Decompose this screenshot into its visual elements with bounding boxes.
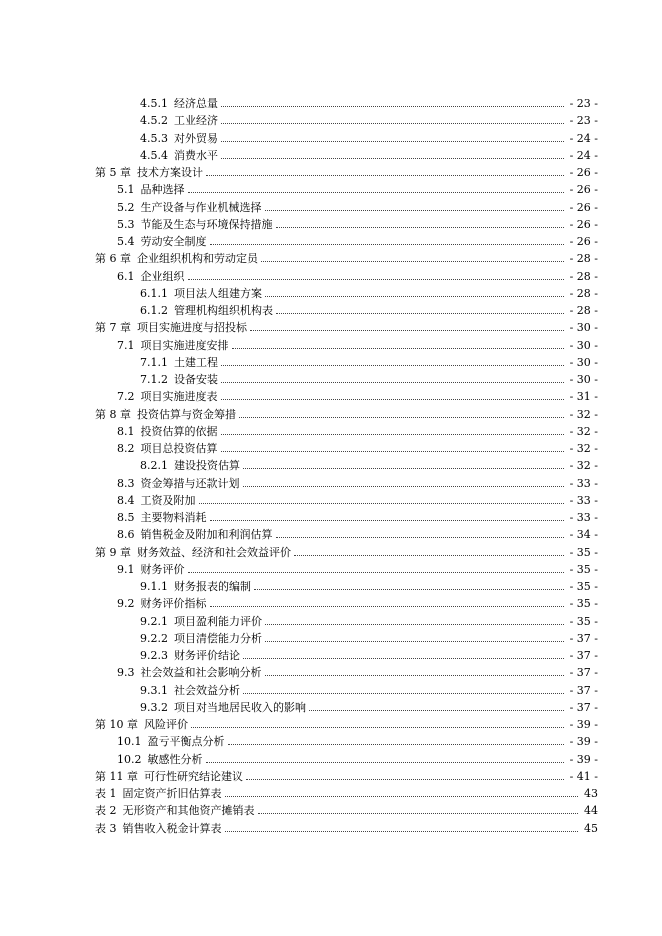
toc-entry-title: 投资估算与资金筹措 bbox=[137, 407, 236, 421]
toc-page-number: - 24 - bbox=[569, 148, 598, 162]
toc-entry-number: 7.1.2 bbox=[140, 373, 168, 387]
toc-dot-leader bbox=[188, 192, 564, 193]
toc-entry-number: 第 8 章 bbox=[95, 407, 131, 421]
toc-entry-label bbox=[95, 250, 258, 267]
toc-entry[interactable] bbox=[0, 199, 662, 216]
toc-page-number: - 28 - bbox=[569, 252, 598, 266]
toc-dot-leader bbox=[206, 762, 564, 763]
toc-page-number: - 33 - bbox=[569, 493, 598, 507]
toc-entry[interactable] bbox=[0, 820, 662, 837]
toc-entry-label bbox=[117, 475, 240, 492]
toc-entry[interactable] bbox=[0, 388, 662, 405]
toc-entry-label bbox=[117, 526, 273, 543]
toc-entry-label bbox=[117, 181, 185, 198]
toc-entry-number: 8.4 bbox=[117, 493, 135, 507]
toc-entry-title: 工业经济 bbox=[174, 114, 218, 128]
toc-dot-leader bbox=[239, 417, 564, 418]
toc-page-number: - 33 - bbox=[569, 511, 598, 524]
toc-entry-title: 技术方案设计 bbox=[137, 166, 203, 180]
toc-entry[interactable] bbox=[0, 526, 662, 543]
toc-entry-label bbox=[117, 595, 207, 612]
toc-page-number: 44 bbox=[584, 804, 598, 818]
toc-entry-number: 9.3.2 bbox=[140, 700, 168, 714]
toc-entry-label bbox=[140, 647, 240, 664]
toc-dot-leader bbox=[243, 658, 564, 659]
toc-dot-leader bbox=[243, 468, 564, 469]
toc-entry-label bbox=[95, 802, 255, 819]
toc-entry-label bbox=[95, 164, 203, 181]
toc-dot-leader bbox=[265, 641, 564, 642]
toc-page-number: - 35 - bbox=[569, 597, 598, 611]
toc-entry[interactable] bbox=[0, 475, 662, 492]
toc-entry[interactable] bbox=[0, 647, 662, 664]
toc-entry-label bbox=[95, 820, 222, 837]
toc-entry[interactable] bbox=[0, 682, 662, 699]
toc-dot-leader bbox=[221, 141, 564, 142]
toc-dot-leader bbox=[243, 486, 564, 487]
toc-entry-label bbox=[117, 233, 207, 250]
toc-entry[interactable] bbox=[0, 716, 662, 733]
toc-entry-label bbox=[117, 423, 218, 440]
toc-entry-number: 7.1 bbox=[117, 338, 135, 352]
toc-entry-title: 资金筹措与还款计划 bbox=[140, 476, 240, 490]
toc-entry-label bbox=[140, 130, 218, 147]
toc-entry-number: 9.3.1 bbox=[140, 683, 168, 697]
toc-dot-leader bbox=[309, 710, 564, 711]
toc-entry-label bbox=[117, 388, 218, 405]
toc-page-number: - 32 - bbox=[569, 424, 598, 438]
toc-entry-title: 销售收入税金计算表 bbox=[122, 821, 222, 835]
toc-entry-title: 财务评价结论 bbox=[174, 649, 240, 663]
toc-entry[interactable] bbox=[0, 354, 662, 371]
toc-entry-number: 8.5 bbox=[117, 511, 135, 525]
toc-entry[interactable] bbox=[0, 423, 662, 440]
toc-page-number: - 41 - bbox=[569, 769, 598, 783]
toc-page-number: - 37 - bbox=[569, 683, 598, 697]
toc-entry[interactable] bbox=[0, 664, 662, 681]
toc-entry-title: 生产设备与作业机械选择 bbox=[140, 200, 262, 214]
toc-entry-label bbox=[95, 785, 222, 802]
toc-entry-number: 4.5.4 bbox=[140, 148, 168, 162]
toc-entry-number: 8.6 bbox=[117, 528, 135, 542]
toc-entry-title: 建设投资估算 bbox=[174, 459, 240, 473]
toc-entry-number: 9.1 bbox=[117, 562, 135, 576]
toc-dot-leader bbox=[265, 624, 564, 625]
toc-entry-label bbox=[95, 544, 291, 561]
toc-entry-title: 项目总投资估算 bbox=[140, 442, 218, 456]
toc-page-number: - 35 - bbox=[569, 545, 598, 559]
toc-dot-leader bbox=[206, 175, 564, 176]
toc-entry-number: 第 6 章 bbox=[95, 252, 131, 266]
table-of-contents bbox=[0, 95, 662, 837]
toc-dot-leader bbox=[221, 434, 564, 435]
toc-page-number: - 39 - bbox=[569, 752, 598, 766]
toc-entry-number: 6.1.1 bbox=[140, 286, 168, 300]
toc-entry[interactable] bbox=[0, 216, 662, 233]
toc-entry-label bbox=[117, 509, 207, 526]
toc-entry-title: 财务报表的编制 bbox=[174, 580, 251, 594]
toc-entry-label bbox=[140, 302, 273, 319]
toc-page-number: - 30 - bbox=[569, 373, 598, 386]
toc-dot-leader bbox=[254, 589, 564, 590]
toc-page-number: - 23 - bbox=[569, 97, 598, 110]
toc-page-number: - 28 - bbox=[569, 304, 598, 317]
toc-entry-title: 消费水平 bbox=[174, 148, 218, 162]
toc-dot-leader bbox=[188, 279, 564, 280]
toc-entry[interactable] bbox=[0, 130, 662, 147]
toc-entry-label bbox=[140, 285, 262, 302]
toc-dot-leader bbox=[221, 123, 564, 124]
toc-page-number: - 37 - bbox=[569, 700, 598, 714]
toc-entry[interactable] bbox=[0, 406, 662, 423]
toc-entry-title: 财务效益、经济和社会效益评价 bbox=[137, 545, 291, 559]
toc-entry[interactable] bbox=[0, 578, 662, 595]
toc-dot-leader bbox=[294, 555, 564, 556]
toc-entry-title: 节能及生态与环境保持措施 bbox=[140, 217, 273, 231]
toc-entry[interactable] bbox=[0, 302, 662, 319]
toc-entry-title: 风险评价 bbox=[144, 718, 188, 732]
toc-dot-leader bbox=[221, 382, 564, 383]
toc-page-number: - 35 - bbox=[569, 562, 598, 576]
toc-entry-number: 5.4 bbox=[117, 235, 135, 249]
toc-dot-leader bbox=[232, 348, 564, 349]
toc-entry-number: 5.3 bbox=[117, 217, 135, 231]
toc-entry-label bbox=[117, 216, 273, 233]
toc-entry-label bbox=[117, 561, 185, 578]
toc-entry[interactable] bbox=[0, 457, 662, 474]
toc-entry-number: 第 7 章 bbox=[95, 321, 131, 335]
toc-entry-title: 无形资产和其他资产摊销表 bbox=[122, 804, 255, 818]
toc-entry-number: 4.5.1 bbox=[140, 97, 168, 111]
toc-dot-leader bbox=[221, 399, 564, 400]
toc-entry-title: 敏感性分析 bbox=[147, 752, 203, 766]
toc-page-number: 45 bbox=[584, 821, 598, 835]
toc-entry[interactable] bbox=[0, 147, 662, 164]
toc-dot-leader bbox=[225, 831, 579, 832]
toc-page-number: - 39 - bbox=[569, 735, 598, 749]
toc-entry-title: 劳动安全制度 bbox=[140, 235, 207, 249]
toc-entry-title: 土建工程 bbox=[174, 355, 218, 369]
toc-dot-leader bbox=[276, 313, 564, 314]
toc-page-number: - 26 - bbox=[569, 166, 598, 179]
toc-entry-label bbox=[95, 716, 188, 733]
toc-page-number: - 28 - bbox=[569, 286, 598, 300]
toc-entry-title: 社会效益和社会影响分析 bbox=[140, 666, 262, 680]
toc-entry[interactable] bbox=[0, 95, 662, 112]
toc-page-number: - 39 - bbox=[569, 718, 598, 731]
toc-entry[interactable] bbox=[0, 371, 662, 388]
toc-entry-number: 8.1 bbox=[117, 424, 135, 438]
toc-entry[interactable] bbox=[0, 613, 662, 630]
toc-entry-number: 9.2.3 bbox=[140, 649, 168, 663]
toc-entry-label bbox=[117, 664, 262, 681]
toc-entry-label bbox=[117, 733, 225, 750]
toc-entry-number: 4.5.3 bbox=[140, 131, 168, 145]
toc-page-number: - 24 - bbox=[569, 131, 598, 145]
toc-entry-label bbox=[117, 337, 229, 354]
toc-entry[interactable] bbox=[0, 337, 662, 354]
toc-dot-leader bbox=[276, 537, 564, 538]
toc-entry[interactable] bbox=[0, 285, 662, 302]
toc-entry-label bbox=[117, 751, 203, 768]
toc-entry[interactable] bbox=[0, 561, 662, 578]
toc-entry-label bbox=[95, 406, 236, 423]
toc-entry-title: 投资估算的依据 bbox=[140, 424, 218, 438]
toc-entry-title: 工资及附加 bbox=[140, 493, 196, 507]
toc-entry-title: 盈亏平衡点分析 bbox=[147, 735, 225, 749]
toc-entry-title: 项目清偿能力分析 bbox=[174, 631, 262, 645]
toc-entry-number: 9.3 bbox=[117, 666, 135, 680]
toc-entry[interactable] bbox=[0, 268, 662, 285]
toc-entry-number: 5.1 bbox=[117, 183, 135, 197]
toc-entry[interactable] bbox=[0, 751, 662, 768]
toc-page-number: 43 bbox=[584, 787, 598, 800]
toc-entry-number: 9.1.1 bbox=[140, 580, 168, 594]
toc-entry-label bbox=[117, 199, 262, 216]
toc-dot-leader bbox=[210, 244, 564, 245]
toc-dot-leader bbox=[276, 227, 564, 228]
toc-entry[interactable] bbox=[0, 250, 662, 267]
toc-entry-label bbox=[140, 112, 218, 129]
toc-dot-leader bbox=[188, 572, 564, 573]
toc-page-number: - 37 - bbox=[569, 666, 598, 680]
toc-dot-leader bbox=[221, 451, 564, 452]
toc-entry-title: 品种选择 bbox=[140, 183, 185, 197]
toc-entry-title: 主要物料消耗 bbox=[140, 511, 207, 525]
toc-entry-number: 8.2.1 bbox=[140, 459, 168, 473]
toc-entry-number: 4.5.2 bbox=[140, 114, 168, 128]
toc-entry[interactable] bbox=[0, 492, 662, 509]
toc-entry[interactable] bbox=[0, 112, 662, 129]
toc-dot-leader bbox=[265, 296, 564, 297]
toc-entry[interactable] bbox=[0, 768, 662, 785]
toc-dot-leader bbox=[221, 106, 564, 107]
toc-entry[interactable] bbox=[0, 509, 662, 526]
toc-entry-number: 第 5 章 bbox=[95, 166, 131, 180]
toc-entry-title: 固定资产折旧估算表 bbox=[122, 787, 222, 801]
toc-entry-number: 6.1 bbox=[117, 269, 135, 283]
toc-dot-leader bbox=[265, 675, 564, 676]
toc-entry-number: 第 11 章 bbox=[95, 769, 138, 783]
toc-entry[interactable] bbox=[0, 785, 662, 802]
toc-dot-leader bbox=[221, 365, 564, 366]
toc-page-number: - 28 - bbox=[569, 269, 598, 283]
toc-entry[interactable] bbox=[0, 699, 662, 716]
toc-entry-label bbox=[140, 371, 218, 388]
toc-dot-leader bbox=[210, 606, 564, 607]
toc-entry[interactable] bbox=[0, 630, 662, 647]
toc-page-number: - 35 - bbox=[569, 614, 598, 628]
toc-entry-number: 表 3 bbox=[95, 821, 117, 835]
toc-page-number: - 26 - bbox=[569, 200, 598, 214]
toc-dot-leader bbox=[246, 779, 564, 780]
toc-page-number: - 26 - bbox=[569, 235, 598, 248]
toc-page-number: - 31 - bbox=[569, 390, 598, 404]
toc-entry-label bbox=[140, 682, 240, 699]
toc-entry-number: 10.2 bbox=[117, 752, 142, 766]
toc-page-number: - 30 - bbox=[569, 338, 598, 352]
toc-dot-leader bbox=[228, 744, 564, 745]
toc-entry-title: 对外贸易 bbox=[174, 131, 218, 145]
toc-page-number: - 30 - bbox=[569, 355, 598, 369]
toc-page-number: - 34 - bbox=[569, 528, 598, 542]
toc-entry-title: 社会效益分析 bbox=[174, 683, 240, 697]
toc-entry-label bbox=[140, 95, 218, 112]
toc-page-number: - 32 - bbox=[569, 442, 598, 455]
toc-entry-title: 项目法人组建方案 bbox=[174, 286, 262, 300]
toc-entry-title: 管理机构组织机构表 bbox=[174, 304, 273, 318]
toc-entry-number: 7.1.1 bbox=[140, 355, 168, 369]
toc-entry-number: 第 10 章 bbox=[95, 718, 138, 732]
toc-dot-leader bbox=[250, 330, 564, 331]
toc-entry[interactable] bbox=[0, 233, 662, 250]
toc-entry-label bbox=[140, 699, 306, 716]
toc-entry-number: 6.1.2 bbox=[140, 304, 168, 318]
toc-entry-number: 表 2 bbox=[95, 804, 117, 818]
toc-page-number: - 37 - bbox=[569, 649, 598, 662]
toc-entry-title: 企业组织 bbox=[140, 269, 185, 283]
toc-entry-label bbox=[140, 578, 251, 595]
toc-page-number: - 33 - bbox=[569, 476, 598, 490]
toc-entry[interactable] bbox=[0, 733, 662, 750]
toc-entry-label bbox=[140, 613, 262, 630]
toc-entry-number: 10.1 bbox=[117, 735, 142, 749]
toc-entry-number: 8.2 bbox=[117, 442, 135, 456]
toc-dot-leader bbox=[258, 813, 579, 814]
toc-entry-label bbox=[117, 440, 218, 457]
toc-entry-title: 设备安装 bbox=[174, 373, 218, 387]
toc-entry[interactable] bbox=[0, 164, 662, 181]
toc-entry-label bbox=[140, 147, 218, 164]
toc-dot-leader bbox=[243, 693, 564, 694]
toc-entry-label bbox=[117, 492, 196, 509]
toc-page-number: - 35 - bbox=[569, 580, 598, 593]
toc-entry-title: 可行性研究结论建议 bbox=[144, 769, 243, 783]
toc-entry-title: 项目实施进度与招投标 bbox=[137, 321, 247, 335]
toc-dot-leader bbox=[265, 210, 564, 211]
toc-entry-number: 9.2 bbox=[117, 597, 135, 611]
toc-entry-label bbox=[140, 457, 240, 474]
toc-entry-title: 项目盈利能力评价 bbox=[174, 614, 262, 628]
toc-entry-number: 9.2.1 bbox=[140, 614, 168, 628]
toc-entry-number: 第 9 章 bbox=[95, 545, 131, 559]
toc-page-number: - 32 - bbox=[569, 459, 598, 473]
toc-entry[interactable] bbox=[0, 440, 662, 457]
toc-entry[interactable] bbox=[0, 595, 662, 612]
toc-dot-leader bbox=[261, 261, 564, 262]
toc-page-number: - 30 - bbox=[569, 321, 598, 335]
toc-entry-number: 7.2 bbox=[117, 390, 135, 404]
toc-entry-title: 销售税金及附加和利润估算 bbox=[140, 528, 273, 542]
toc-dot-leader bbox=[225, 796, 579, 797]
toc-page-number: - 26 - bbox=[569, 217, 598, 231]
toc-entry-title: 财务评价 bbox=[140, 562, 185, 576]
toc-entry-label bbox=[140, 630, 262, 647]
toc-entry-number: 9.2.2 bbox=[140, 631, 168, 645]
toc-entry[interactable] bbox=[0, 181, 662, 198]
toc-page-number: - 23 - bbox=[569, 114, 598, 128]
toc-entry[interactable] bbox=[0, 802, 662, 819]
toc-entry-title: 经济总量 bbox=[174, 97, 218, 111]
toc-page-number: - 37 - bbox=[569, 631, 598, 645]
toc-entry-title: 财务评价指标 bbox=[140, 597, 207, 611]
toc-entry-label bbox=[140, 354, 218, 371]
toc-entry-title: 企业组织机构和劳动定员 bbox=[137, 252, 258, 266]
toc-entry-number: 表 1 bbox=[95, 787, 117, 801]
toc-entry-title: 项目实施进度表 bbox=[140, 390, 218, 404]
toc-entry[interactable] bbox=[0, 319, 662, 336]
toc-entry-title: 项目实施进度安排 bbox=[140, 338, 229, 352]
toc-dot-leader bbox=[210, 520, 564, 521]
toc-page-number: - 26 - bbox=[569, 183, 598, 197]
toc-entry-label bbox=[95, 768, 243, 785]
toc-dot-leader bbox=[199, 503, 564, 504]
toc-page-number: - 32 - bbox=[569, 407, 598, 421]
toc-dot-leader bbox=[191, 727, 564, 728]
toc-entry-label bbox=[95, 319, 247, 336]
toc-entry[interactable] bbox=[0, 544, 662, 561]
toc-entry-number: 5.2 bbox=[117, 200, 135, 214]
toc-entry-label bbox=[117, 268, 185, 285]
toc-entry-title: 项目对当地居民收入的影响 bbox=[174, 700, 306, 714]
toc-entry-number: 8.3 bbox=[117, 476, 135, 490]
toc-dot-leader bbox=[221, 158, 564, 159]
